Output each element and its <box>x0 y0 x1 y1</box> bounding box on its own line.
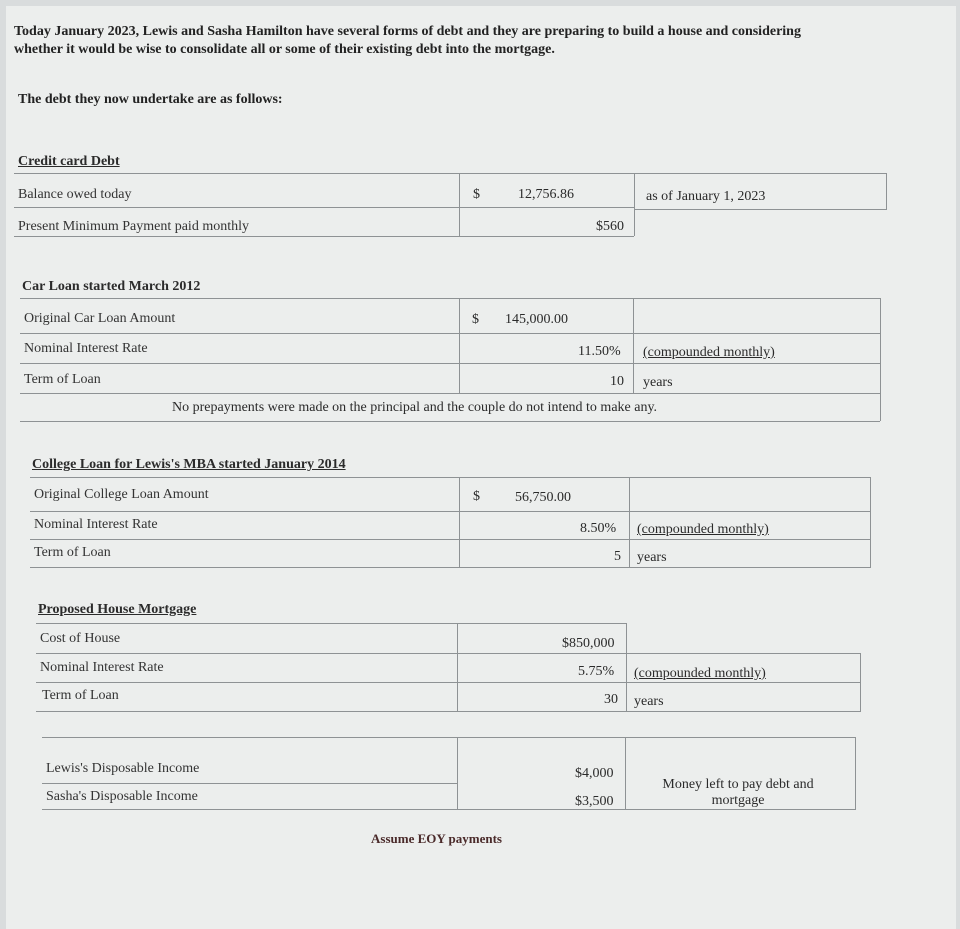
college-amount-label: Original College Loan Amount <box>34 487 209 502</box>
divider <box>855 737 856 809</box>
house-cost-label: Cost of House <box>40 631 121 646</box>
divider <box>14 207 634 208</box>
divider <box>30 567 871 568</box>
mortgage-title: Proposed House Mortgage <box>38 602 197 617</box>
divider <box>20 421 880 422</box>
college-term-value: 5 <box>614 549 621 564</box>
divider <box>625 737 626 809</box>
car-term-value: 10 <box>610 374 624 389</box>
divider <box>634 209 887 210</box>
divider <box>459 477 460 567</box>
mortgage-term-unit: years <box>634 694 664 709</box>
assume-eoy-note: Assume EOY payments <box>371 831 502 846</box>
intro-line-1: Today January 2023, Lewis and Sasha Hamilton have several forms of debt and they are preparing to build a house and considering <box>14 24 801 39</box>
divider <box>42 737 856 738</box>
sasha-income-label: Sasha's Disposable Income <box>46 789 198 804</box>
sasha-income-value: $3,500 <box>575 794 614 809</box>
mortgage-rate-note <box>634 666 766 682</box>
college-rate-note <box>637 522 769 538</box>
divider <box>860 653 861 711</box>
lewis-income-value: $4,000 <box>575 766 614 781</box>
payment-value: $560 <box>596 219 624 234</box>
divider <box>36 653 861 654</box>
divider <box>30 511 871 512</box>
divider <box>20 333 880 334</box>
divider <box>30 477 871 478</box>
lewis-income-label: Lewis's Disposable Income <box>46 761 200 776</box>
college-rate-note-text: (compounded monthly) <box>637 522 769 537</box>
credit-card-title: Credit card Debt <box>18 154 120 169</box>
car-loan-title: Car Loan started March 2012 <box>22 279 201 294</box>
car-amount-currency: $ <box>472 312 479 327</box>
balance-currency: $ <box>473 187 480 202</box>
divider <box>870 477 871 567</box>
divider <box>886 173 887 210</box>
intro-line-2: whether it would be wise to consolidate all or some of their existing debt into the mortgage. <box>14 42 555 57</box>
divider <box>36 682 861 683</box>
mortgage-rate-value: 5.75% <box>578 664 615 679</box>
divider <box>20 363 880 364</box>
college-term-label: Term of Loan <box>34 545 111 560</box>
college-rate-label: Nominal Interest Rate <box>34 517 158 532</box>
mortgage-rate-label: Nominal Interest Rate <box>40 660 164 675</box>
balance-note: as of January 1, 2023 <box>646 189 766 204</box>
divider <box>880 298 881 421</box>
car-term-unit: years <box>643 375 673 390</box>
college-loan-title: College Loan for Lewis's MBA started January 2014 <box>32 457 346 472</box>
balance-value: 12,756.86 <box>518 187 574 202</box>
divider <box>14 236 634 237</box>
divider <box>14 173 886 174</box>
divider <box>626 623 627 711</box>
car-amount-label: Original Car Loan Amount <box>24 311 176 326</box>
divider <box>634 173 635 236</box>
intro-line-3: The debt they now undertake are as follows: <box>18 92 283 107</box>
divider <box>629 477 630 567</box>
divider <box>42 783 457 784</box>
car-rate-value: 11.50% <box>578 344 621 359</box>
mortgage-term-label: Term of Loan <box>42 688 119 703</box>
divider <box>633 298 634 393</box>
divider <box>42 809 856 810</box>
income-note <box>648 777 828 809</box>
divider <box>459 173 460 236</box>
college-amount-currency: $ <box>473 489 480 504</box>
divider <box>36 623 626 624</box>
college-term-unit: years <box>637 550 667 565</box>
divider <box>457 737 458 809</box>
income-note-text: Money left to pay debt and mortgage <box>662 777 814 808</box>
balance-label: Balance owed today <box>18 187 132 202</box>
mortgage-rate-note-text: (compounded monthly) <box>634 666 766 681</box>
car-rate-note-text: (compounded monthly) <box>643 345 775 360</box>
divider <box>36 711 861 712</box>
car-rate-label: Nominal Interest Rate <box>24 341 148 356</box>
car-rate-note <box>643 345 775 361</box>
divider <box>30 539 871 540</box>
divider <box>20 393 880 394</box>
divider <box>457 623 458 711</box>
car-term-label: Term of Loan <box>24 372 101 387</box>
house-cost-value: $850,000 <box>562 636 615 651</box>
car-amount-value: 145,000.00 <box>505 312 568 327</box>
college-rate-value: 8.50% <box>580 521 617 536</box>
divider <box>459 298 460 393</box>
divider <box>20 298 880 299</box>
payment-label: Present Minimum Payment paid monthly <box>18 219 249 234</box>
college-amount-value: 56,750.00 <box>515 490 571 505</box>
car-note: No prepayments were made on the principal and the couple do not intend to make any. <box>172 400 658 415</box>
mortgage-term-value: 30 <box>604 692 618 707</box>
